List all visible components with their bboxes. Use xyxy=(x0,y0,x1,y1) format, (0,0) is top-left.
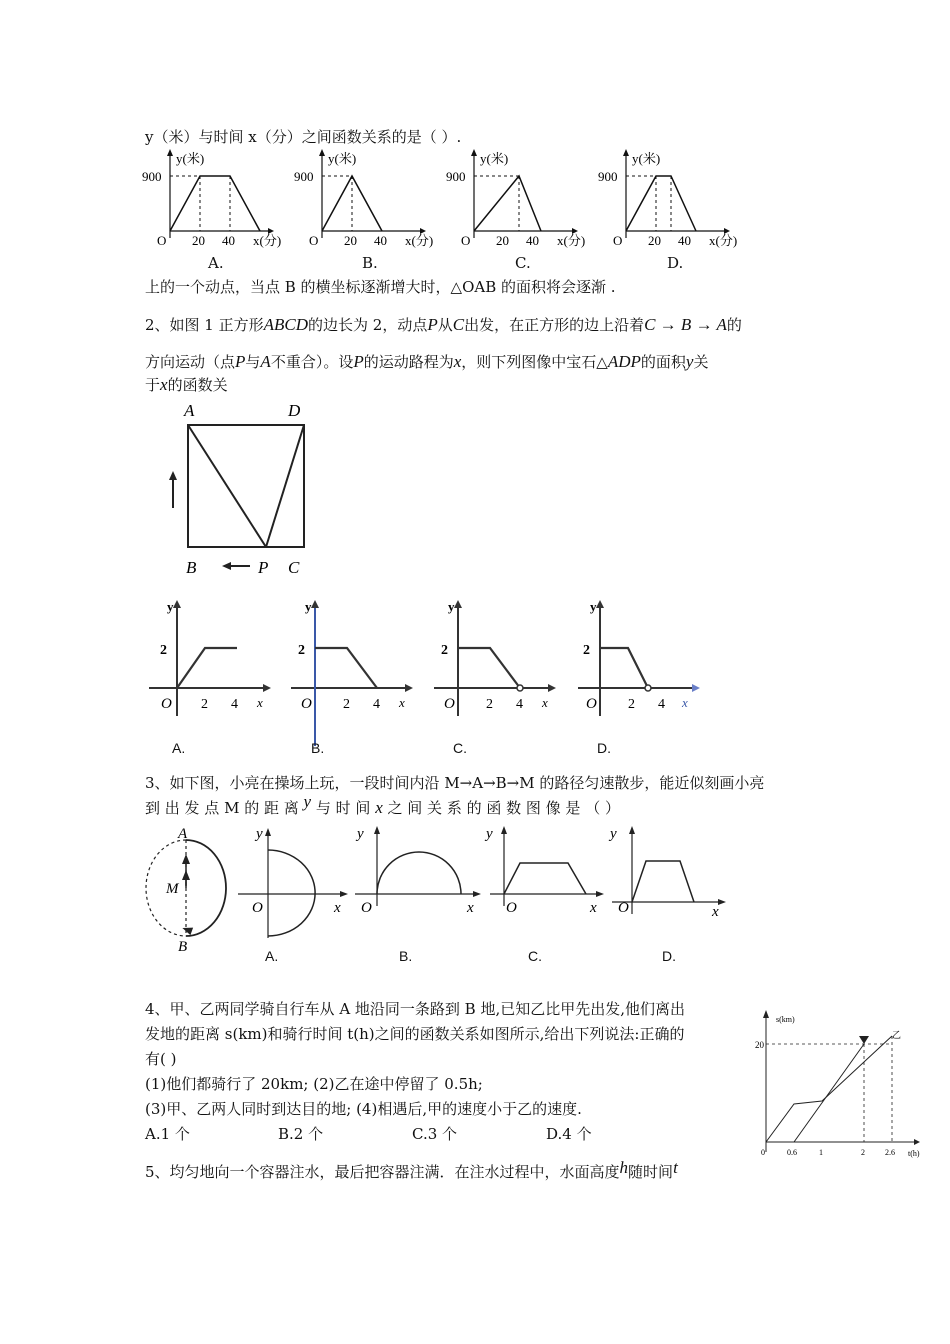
q5-text: 5、均匀地向一个容器注水，最后把容器注满．在注水过程中，水面高度 xyxy=(145,1163,620,1181)
q2-var-p: P xyxy=(353,352,364,371)
q4-line5: (3)甲、乙两人同时到达目的地; (4)相遇后,甲的速度小于乙的速度. xyxy=(145,1100,582,1118)
q3-label-a: A xyxy=(178,826,188,842)
q2-graph-b-xtick1: 2 xyxy=(343,697,350,712)
q2-text: 与 xyxy=(245,353,261,371)
q3-path-figure xyxy=(140,826,230,955)
q4-line2: 发地的距离 s(km)和骑行时间 t(h)之间的函数关系如图所示,给出下列说法:正确的 xyxy=(145,1025,685,1043)
q3-graph-d-origin: O xyxy=(618,900,629,916)
q2-graph-c xyxy=(430,596,560,716)
q2-graph-d-origin: O xyxy=(586,696,597,712)
q5-var-h: h xyxy=(619,1158,629,1177)
q2-text: 的运动路程为 xyxy=(363,353,454,371)
q2-label-a: A xyxy=(184,401,195,420)
q2-path: C → B → A xyxy=(644,315,727,334)
q2-label-c: C xyxy=(288,558,300,577)
q2-graph-d-ylabel: y xyxy=(590,599,597,614)
q2-text: 从 xyxy=(437,316,453,334)
q4-line1: 4、甲、乙两同学骑自行车从 A 地沿同一条路到 B 地,已知乙比甲先出发,他们离出 xyxy=(145,1000,686,1018)
q1-graph-d xyxy=(596,148,736,248)
q3-text: 之 间 关 系 的 函 数 图 像 是 （ ） xyxy=(387,799,620,817)
q2-text: 出发，在正方形的边上沿着 xyxy=(464,316,645,334)
q2-label-p: P xyxy=(258,558,269,577)
q1-origin-b: O xyxy=(309,233,319,248)
q2-option-c: C. xyxy=(453,740,467,756)
q3-option-c: C. xyxy=(528,948,542,964)
q4-graph-xlabel: t(h) xyxy=(908,1149,920,1158)
q2-text: 方向运动（点 xyxy=(145,353,236,371)
q4-choice-c: C.3 个 xyxy=(412,1125,458,1143)
q1-option-c: C. xyxy=(515,254,531,272)
q3-graph-c-origin: O xyxy=(506,900,517,916)
q2-graph-c-xtick1: 2 xyxy=(486,697,493,712)
q2-graph-c-xlabel: x xyxy=(542,695,548,710)
q2-graph-b-ytick: 2 xyxy=(298,643,305,658)
q2-graph-b xyxy=(287,596,417,716)
q1-graph-b xyxy=(292,148,432,248)
q5-text: 随时间 xyxy=(628,1163,674,1181)
q2-text: ，则下列图像中宝石△ xyxy=(461,353,608,371)
q3-graph-b xyxy=(355,826,485,926)
q1-xlabel-a: x(分) xyxy=(253,233,282,248)
q4-graph xyxy=(752,1006,932,1164)
q1-xtick2-b: 40 xyxy=(374,233,387,248)
q2-graph-a-origin: O xyxy=(161,696,172,712)
q3-graph-b-ylabel: y xyxy=(357,826,364,842)
q4-line4: (1)他们都骑行了 20km; (2)乙在途中停留了 0.5h; xyxy=(145,1075,483,1093)
q4-graph-xtick0: 0 xyxy=(761,1148,765,1157)
q2-graph-b-ylabel: y xyxy=(305,599,312,614)
q2-text: 的函数关 xyxy=(167,376,228,394)
q1-ylabel-b: y(米) xyxy=(328,151,357,166)
q2-graph-d-xlabel: x xyxy=(682,695,688,710)
q1-xlabel-d: x(分) xyxy=(709,233,738,248)
q1-xtick1-d: 20 xyxy=(648,233,661,248)
q1-xlabel-b: x(分) xyxy=(405,233,434,248)
q2-line3 xyxy=(145,374,228,396)
q4-graph-ytick: 20 xyxy=(755,1040,764,1050)
q2-text: 于 xyxy=(145,376,161,394)
q2-graph-b-xlabel: x xyxy=(399,695,405,710)
q2-graph-d-ytick: 2 xyxy=(583,643,590,658)
q3-graph-c-xlabel: x xyxy=(590,900,597,916)
q2-label-d: D xyxy=(288,401,301,420)
q2-var-adp: ADP xyxy=(607,352,641,371)
q1-option-d: D. xyxy=(667,254,684,272)
q4-choice-a: A.1 个 xyxy=(145,1125,190,1143)
q4-graph-series-label: 乙 xyxy=(892,1030,902,1040)
q2-graph-a xyxy=(145,596,275,716)
q3-graph-c xyxy=(486,826,608,926)
q2-text: 不重合）。设 xyxy=(270,353,354,371)
q1-xtick2-a: 40 xyxy=(222,233,235,248)
q2-var-a: A xyxy=(260,352,271,371)
q2-graph-c-xtick2: 4 xyxy=(516,697,523,712)
q1-ylabel-a: y(米) xyxy=(176,151,205,166)
q1-ytick-a: 900 xyxy=(142,169,162,184)
q3-graph-a xyxy=(238,826,350,941)
q2-label-b: B xyxy=(186,558,197,577)
q2-graph-c-ylabel: y xyxy=(448,599,455,614)
q2-option-b: B. xyxy=(311,740,325,756)
q1-ylabel-c: y(米) xyxy=(480,151,509,166)
q3-label-b: B xyxy=(178,939,188,955)
q3-line2 xyxy=(145,792,620,819)
q2-graph-a-ylabel: y xyxy=(167,599,174,614)
q3-graph-d-ylabel: y xyxy=(610,826,617,842)
q2-graph-d-xtick2: 4 xyxy=(658,697,665,712)
q2-text: 的边长为 2，动点 xyxy=(308,316,428,334)
q2-var-y: y xyxy=(685,352,694,371)
q4-graph-xtick3: 2 xyxy=(861,1148,865,1157)
q3-text: 与 时 间 xyxy=(315,799,371,817)
q2-graph-a-xtick1: 2 xyxy=(201,697,208,712)
q4-graph-ylabel: s(km) xyxy=(776,1015,795,1024)
q1-xtick1-c: 20 xyxy=(496,233,509,248)
q3-graph-d-xlabel: x xyxy=(712,904,719,920)
q1-xtick2-c: 40 xyxy=(526,233,539,248)
q4-choice-d: D.4 个 xyxy=(546,1125,592,1143)
q1-ytick-c: 900 xyxy=(446,169,466,184)
q2-option-a: A. xyxy=(172,740,186,756)
q3-text: 到 出 发 点 M 的 距 离 xyxy=(145,799,299,817)
q3-option-b: B. xyxy=(399,948,413,964)
q1-ytick-d: 900 xyxy=(598,169,618,184)
q2-graph-d-xtick1: 2 xyxy=(628,697,635,712)
q3-option-a: A. xyxy=(265,948,279,964)
q3-var-x: x xyxy=(375,798,383,817)
q1-xtick1-b: 20 xyxy=(344,233,357,248)
q1-trailing-text: 上的一个动点，当点 B 的横坐标逐渐增大时，△OAB 的面积将会逐渐 . xyxy=(145,278,616,296)
q2-graph-b-origin: O xyxy=(301,696,312,712)
q2-square-figure xyxy=(160,398,320,578)
q5-line1 xyxy=(145,1158,678,1183)
q4-choice-b: B.2 个 xyxy=(278,1125,324,1143)
q1-xlabel-c: x(分) xyxy=(557,233,586,248)
q2-text: 的 xyxy=(726,316,742,334)
q2-var-abcd: ABCD xyxy=(263,315,309,334)
q2-var-x: x xyxy=(160,375,168,394)
q3-graph-a-xlabel: x xyxy=(334,900,341,916)
q1-graph-c xyxy=(444,148,584,248)
q3-graph-d xyxy=(612,826,730,926)
q2-graph-d xyxy=(574,596,704,716)
q2-graph-a-xtick2: 4 xyxy=(231,697,238,712)
q2-var-p: P xyxy=(427,315,438,334)
q1-origin-d: O xyxy=(613,233,623,248)
q3-graph-b-xlabel: x xyxy=(467,900,474,916)
q3-label-m: M xyxy=(166,881,179,897)
q1-xtick2-d: 40 xyxy=(678,233,691,248)
q1-xtick1-a: 20 xyxy=(192,233,205,248)
q3-line1: 3、如下图，小亮在操场上玩，一段时间内沿 M→A→B→M 的路径匀速散步，能近似刻画小亮 xyxy=(145,774,765,792)
q1-origin-a: O xyxy=(157,233,167,248)
q2-graph-c-ytick: 2 xyxy=(441,643,448,658)
q2-var-c: C xyxy=(452,315,465,334)
q2-option-d: D. xyxy=(597,740,611,756)
q2-text: 的面积 xyxy=(640,353,686,371)
q3-graph-a-ylabel: y xyxy=(256,826,263,842)
q3-graph-b-origin: O xyxy=(361,900,372,916)
q4-graph-xtick4: 2.6 xyxy=(885,1148,895,1157)
q3-graph-a-origin: O xyxy=(252,900,263,916)
q4-graph-xtick2: 1 xyxy=(819,1148,823,1157)
q2-text: 2、如图 1 正方形 xyxy=(145,316,264,334)
q5-var-t: t xyxy=(673,1158,678,1177)
q2-line2 xyxy=(145,351,708,373)
q1-graph-a xyxy=(140,148,280,248)
q2-graph-b-xtick2: 4 xyxy=(373,697,380,712)
q1-ylabel-d: y(米) xyxy=(632,151,661,166)
q1-option-b: B. xyxy=(362,254,378,272)
q3-var-y: y xyxy=(303,792,312,811)
q4-graph-xtick1: 0.6 xyxy=(787,1148,797,1157)
q1-origin-c: O xyxy=(461,233,471,248)
q3-graph-c-ylabel: y xyxy=(486,826,493,842)
q1-ytick-b: 900 xyxy=(294,169,314,184)
q4-line3: 有( ) xyxy=(145,1050,177,1068)
q1-stem: y（米）与时间 x（分）之间函数关系的是（ ）. xyxy=(145,128,462,146)
q1-option-a: A. xyxy=(208,254,224,272)
q2-var-x: x xyxy=(453,352,462,371)
q2-text: 关 xyxy=(693,353,709,371)
q2-graph-a-xlabel: x xyxy=(257,695,263,710)
q2-graph-c-origin: O xyxy=(444,696,455,712)
q2-graph-a-ytick: 2 xyxy=(160,643,167,658)
q2-line1 xyxy=(145,314,742,336)
q3-option-d: D. xyxy=(662,948,676,964)
q2-var-p: P xyxy=(235,352,246,371)
